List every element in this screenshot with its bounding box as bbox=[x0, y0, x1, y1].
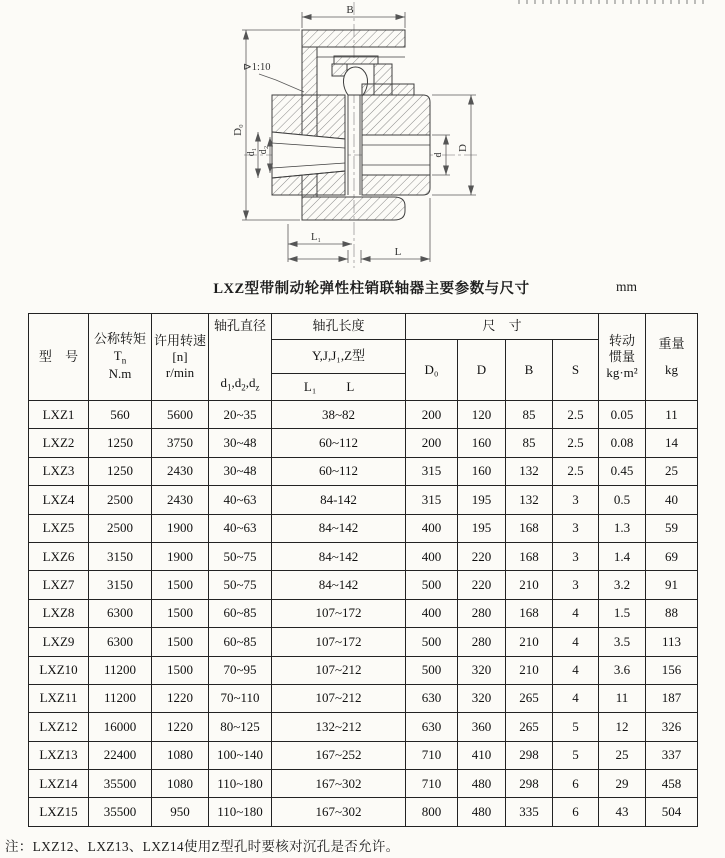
table-cell: 11200 bbox=[89, 684, 152, 712]
table-cell: 3750 bbox=[152, 429, 209, 457]
table-cell: 132~212 bbox=[272, 713, 406, 741]
table-cell: 5600 bbox=[152, 401, 209, 429]
table-cell: LXZ13 bbox=[29, 741, 89, 769]
table-cell: 315 bbox=[406, 457, 458, 485]
table-cell: LXZ15 bbox=[29, 798, 89, 826]
table-row bbox=[29, 429, 698, 457]
table-cell: 500 bbox=[406, 571, 458, 599]
table-cell: 4 bbox=[553, 628, 599, 656]
table-cell: 107~172 bbox=[272, 599, 406, 627]
parameter-table bbox=[28, 313, 698, 827]
table-cell: 50~75 bbox=[209, 542, 272, 570]
table-cell: 3 bbox=[553, 514, 599, 542]
table-cell: 315 bbox=[406, 486, 458, 514]
table-cell: 167~302 bbox=[272, 798, 406, 826]
table-cell: 91 bbox=[646, 571, 698, 599]
table-cell: LXZ7 bbox=[29, 571, 89, 599]
table-cell: 4 bbox=[553, 656, 599, 684]
speed-unit: r/min bbox=[165, 365, 195, 381]
l-label: L bbox=[346, 378, 355, 394]
weight-label: 重量 bbox=[658, 336, 685, 352]
table-cell: 335 bbox=[506, 798, 553, 826]
title-row bbox=[28, 277, 697, 299]
speed-label: 许用转速 bbox=[153, 332, 206, 348]
table-cell: LXZ9 bbox=[29, 628, 89, 656]
table-cell: LXZ1 bbox=[29, 401, 89, 429]
table-cell: 160 bbox=[458, 429, 506, 457]
table-cell: 132 bbox=[506, 457, 553, 485]
table-cell: 1.3 bbox=[599, 514, 646, 542]
table-cell: 630 bbox=[406, 684, 458, 712]
table-cell: 59 bbox=[646, 514, 698, 542]
table-cell: 210 bbox=[506, 628, 553, 656]
table-cell: 1220 bbox=[152, 713, 209, 741]
table-cell: 1250 bbox=[89, 429, 152, 457]
table-cell: 4 bbox=[553, 599, 599, 627]
col-header-torque bbox=[89, 314, 152, 401]
dim-label-d0: D₀ bbox=[232, 124, 244, 136]
table-cell: 25 bbox=[646, 457, 698, 485]
table-cell: 167~252 bbox=[272, 741, 406, 769]
footnote: 注：LXZ12、LXZ13、LXZ14使用Z型孔时要核对沉孔是否允许。 bbox=[5, 839, 400, 854]
table-cell: 320 bbox=[458, 656, 506, 684]
table-cell: 800 bbox=[406, 798, 458, 826]
table-cell: 20~35 bbox=[209, 401, 272, 429]
table-cell: 3150 bbox=[89, 542, 152, 570]
table-cell: 11200 bbox=[89, 656, 152, 684]
table-cell: 156 bbox=[646, 656, 698, 684]
table-row bbox=[29, 628, 698, 656]
table-cell: 1080 bbox=[152, 770, 209, 798]
torque-label: 公称转矩$T_n$ bbox=[93, 331, 146, 366]
table-cell: 107~172 bbox=[272, 628, 406, 656]
table-cell: 187 bbox=[646, 684, 698, 712]
bore-diameter-symbols: $d_1,d_2,d_z$ bbox=[220, 375, 260, 393]
table-row bbox=[29, 770, 698, 798]
table-cell: 85 bbox=[506, 401, 553, 429]
table-cell: 2430 bbox=[152, 457, 209, 485]
col-header-l1-l bbox=[272, 374, 406, 401]
table-cell: 11 bbox=[646, 401, 698, 429]
table-cell: 40~63 bbox=[209, 514, 272, 542]
inertia-unit: kg·m² bbox=[606, 365, 638, 381]
table-cell: 100~140 bbox=[209, 741, 272, 769]
table-cell: 5 bbox=[553, 741, 599, 769]
table-cell: 400 bbox=[406, 599, 458, 627]
col-header-d0: D₀ bbox=[406, 340, 458, 401]
table-row bbox=[29, 798, 698, 826]
right-hub bbox=[362, 84, 430, 195]
table-cell: 1.5 bbox=[599, 599, 646, 627]
table-cell: 84~142 bbox=[272, 542, 406, 570]
table-cell: 160 bbox=[458, 457, 506, 485]
dim-label-d: d bbox=[433, 152, 444, 158]
table-cell: 120 bbox=[458, 401, 506, 429]
table-cell: 195 bbox=[458, 514, 506, 542]
table-cell: 710 bbox=[406, 770, 458, 798]
col-header-bore-length-types: Y,J,J₁,Z型 bbox=[272, 340, 406, 374]
table-cell: 3.6 bbox=[599, 656, 646, 684]
table-cell: 38~82 bbox=[272, 401, 406, 429]
table-cell: 4 bbox=[553, 684, 599, 712]
table-cell: 168 bbox=[506, 514, 553, 542]
table-cell: LXZ12 bbox=[29, 713, 89, 741]
unit-label: mm bbox=[616, 279, 638, 294]
left-hub bbox=[272, 95, 345, 195]
table-cell: 500 bbox=[406, 656, 458, 684]
table-cell: 60~112 bbox=[272, 457, 406, 485]
table-body bbox=[29, 401, 698, 827]
table-cell: 1500 bbox=[152, 599, 209, 627]
table-cell: 16000 bbox=[89, 713, 152, 741]
table-cell: 1250 bbox=[89, 457, 152, 485]
taper-label: ⊳1:10 bbox=[243, 62, 271, 73]
col-header-b: B bbox=[506, 340, 553, 401]
table-cell: 30~48 bbox=[209, 429, 272, 457]
col-header-bore-length: 轴孔长度 bbox=[272, 314, 406, 340]
table-cell: 0.08 bbox=[599, 429, 646, 457]
table-cell: 210 bbox=[506, 571, 553, 599]
table-cell: 0.05 bbox=[599, 401, 646, 429]
table-cell: 1900 bbox=[152, 514, 209, 542]
table-cell: 220 bbox=[458, 571, 506, 599]
dim-label-b: B bbox=[346, 4, 354, 16]
table-cell: 1500 bbox=[152, 656, 209, 684]
table-cell: 710 bbox=[406, 741, 458, 769]
col-header-model: 型 号 bbox=[29, 314, 89, 401]
table-cell: 107~212 bbox=[272, 656, 406, 684]
table-cell: 167~302 bbox=[272, 770, 406, 798]
table-cell: 1500 bbox=[152, 571, 209, 599]
table-cell: 80~125 bbox=[209, 713, 272, 741]
table-cell: 40 bbox=[646, 486, 698, 514]
table-cell: 84-142 bbox=[272, 486, 406, 514]
table-cell: 2500 bbox=[89, 514, 152, 542]
table-cell: 3 bbox=[553, 542, 599, 570]
table-cell: 265 bbox=[506, 684, 553, 712]
table-row bbox=[29, 741, 698, 769]
col-header-speed bbox=[152, 314, 209, 401]
table-cell: 200 bbox=[406, 401, 458, 429]
table-cell: 85 bbox=[506, 429, 553, 457]
table-cell: 0.45 bbox=[599, 457, 646, 485]
table-cell: 60~85 bbox=[209, 628, 272, 656]
table-cell: 35500 bbox=[89, 770, 152, 798]
table-cell: 265 bbox=[506, 713, 553, 741]
table-cell: 630 bbox=[406, 713, 458, 741]
table-cell: 480 bbox=[458, 770, 506, 798]
torque-unit: N.m bbox=[108, 366, 132, 382]
inertia-label-2: 惯量 bbox=[609, 348, 636, 364]
table-cell: 69 bbox=[646, 542, 698, 570]
table-cell: 1900 bbox=[152, 542, 209, 570]
table-cell: 280 bbox=[458, 599, 506, 627]
table-cell: 500 bbox=[406, 628, 458, 656]
table-cell: 3150 bbox=[89, 571, 152, 599]
col-header-weight bbox=[646, 314, 698, 401]
table-cell: 2.5 bbox=[553, 457, 599, 485]
table-cell: 25 bbox=[599, 741, 646, 769]
col-header-bore-diameter bbox=[209, 314, 272, 401]
table-cell: 458 bbox=[646, 770, 698, 798]
dim-label-l1: L₁ bbox=[310, 232, 322, 243]
table-cell: 0.5 bbox=[599, 486, 646, 514]
table-cell: 3 bbox=[553, 571, 599, 599]
table-cell: 5 bbox=[553, 713, 599, 741]
table-cell: 2500 bbox=[89, 486, 152, 514]
table-cell: 410 bbox=[458, 741, 506, 769]
table-cell: 29 bbox=[599, 770, 646, 798]
table-cell: 280 bbox=[458, 628, 506, 656]
table-cell: 1.4 bbox=[599, 542, 646, 570]
table-row bbox=[29, 486, 698, 514]
col-header-dimensions-group: 尺 寸 bbox=[406, 314, 599, 340]
table-cell: 132 bbox=[506, 486, 553, 514]
table-cell: 3 bbox=[553, 486, 599, 514]
table-cell: 1500 bbox=[152, 628, 209, 656]
table-row bbox=[29, 599, 698, 627]
dim-label-D: D bbox=[457, 144, 469, 152]
table-cell: 110~180 bbox=[209, 770, 272, 798]
speed-symbol: [n] bbox=[172, 348, 188, 364]
table-cell: 195 bbox=[458, 486, 506, 514]
table-cell: 480 bbox=[458, 798, 506, 826]
table-cell: 6 bbox=[553, 770, 599, 798]
table-cell: 6 bbox=[553, 798, 599, 826]
col-header-inertia bbox=[599, 314, 646, 401]
table-cell: 11 bbox=[599, 684, 646, 712]
dim-label-d1: d₁ bbox=[246, 147, 257, 157]
table-cell: 12 bbox=[599, 713, 646, 741]
table-cell: 950 bbox=[152, 798, 209, 826]
table-cell: LXZ6 bbox=[29, 542, 89, 570]
table-cell: 2430 bbox=[152, 486, 209, 514]
table-cell: 1220 bbox=[152, 684, 209, 712]
coupling-section-drawing bbox=[0, 0, 725, 272]
table-cell: 70~110 bbox=[209, 684, 272, 712]
table-cell: LXZ8 bbox=[29, 599, 89, 627]
table-cell: 6300 bbox=[89, 599, 152, 627]
table-cell: 35500 bbox=[89, 798, 152, 826]
table-row bbox=[29, 457, 698, 485]
col-header-s: S bbox=[553, 340, 599, 401]
table-cell: LXZ5 bbox=[29, 514, 89, 542]
l1-label: L₁ bbox=[303, 378, 317, 394]
table-cell: 168 bbox=[506, 542, 553, 570]
table-cell: 84~142 bbox=[272, 571, 406, 599]
table-row bbox=[29, 656, 698, 684]
table-cell: 400 bbox=[406, 542, 458, 570]
table-cell: 22400 bbox=[89, 741, 152, 769]
table-cell: LXZ11 bbox=[29, 684, 89, 712]
table-cell: LXZ4 bbox=[29, 486, 89, 514]
table-row bbox=[29, 542, 698, 570]
table-cell: 40~63 bbox=[209, 486, 272, 514]
table-cell: 337 bbox=[646, 741, 698, 769]
dim-label-l: L bbox=[394, 246, 402, 258]
table-cell: 220 bbox=[458, 542, 506, 570]
table-cell: 43 bbox=[599, 798, 646, 826]
table-cell: LXZ3 bbox=[29, 457, 89, 485]
table-cell: 560 bbox=[89, 401, 152, 429]
table-cell: LXZ10 bbox=[29, 656, 89, 684]
table-cell: 88 bbox=[646, 599, 698, 627]
table-row bbox=[29, 401, 698, 429]
table-cell: 107~212 bbox=[272, 684, 406, 712]
table-cell: 2.5 bbox=[553, 401, 599, 429]
table-cell: 298 bbox=[506, 770, 553, 798]
table-row bbox=[29, 713, 698, 741]
table-cell: 70~95 bbox=[209, 656, 272, 684]
table-cell: 298 bbox=[506, 741, 553, 769]
table-cell: 113 bbox=[646, 628, 698, 656]
table-cell: 504 bbox=[646, 798, 698, 826]
dim-label-d2: d₂ bbox=[258, 145, 269, 155]
table-cell: 6300 bbox=[89, 628, 152, 656]
table-cell: 320 bbox=[458, 684, 506, 712]
table-cell: 3.5 bbox=[599, 628, 646, 656]
col-header-d: D bbox=[458, 340, 506, 401]
table-cell: 84~142 bbox=[272, 514, 406, 542]
table-cell: 3.2 bbox=[599, 571, 646, 599]
bore-diameter-label: 轴孔直径 bbox=[213, 318, 266, 333]
table-cell: 400 bbox=[406, 514, 458, 542]
table-cell: 200 bbox=[406, 429, 458, 457]
table-cell: 1080 bbox=[152, 741, 209, 769]
table-row bbox=[29, 684, 698, 712]
table-row bbox=[29, 571, 698, 599]
table-cell: LXZ2 bbox=[29, 429, 89, 457]
table-cell: 14 bbox=[646, 429, 698, 457]
table-cell: 110~180 bbox=[209, 798, 272, 826]
table-cell: 60~85 bbox=[209, 599, 272, 627]
inertia-label-1: 转动 bbox=[609, 332, 636, 348]
table-cell: 210 bbox=[506, 656, 553, 684]
table-cell: 2.5 bbox=[553, 429, 599, 457]
table-cell: LXZ14 bbox=[29, 770, 89, 798]
table-cell: 30~48 bbox=[209, 457, 272, 485]
table-row bbox=[29, 514, 698, 542]
table-cell: 326 bbox=[646, 713, 698, 741]
page-title: LXZ型带制动轮弹性柱销联轴器主要参数与尺寸 bbox=[213, 281, 530, 297]
table-cell: 50~75 bbox=[209, 571, 272, 599]
table-cell: 168 bbox=[506, 599, 553, 627]
table-cell: 60~112 bbox=[272, 429, 406, 457]
table-cell: 360 bbox=[458, 713, 506, 741]
weight-unit: kg bbox=[665, 361, 679, 377]
